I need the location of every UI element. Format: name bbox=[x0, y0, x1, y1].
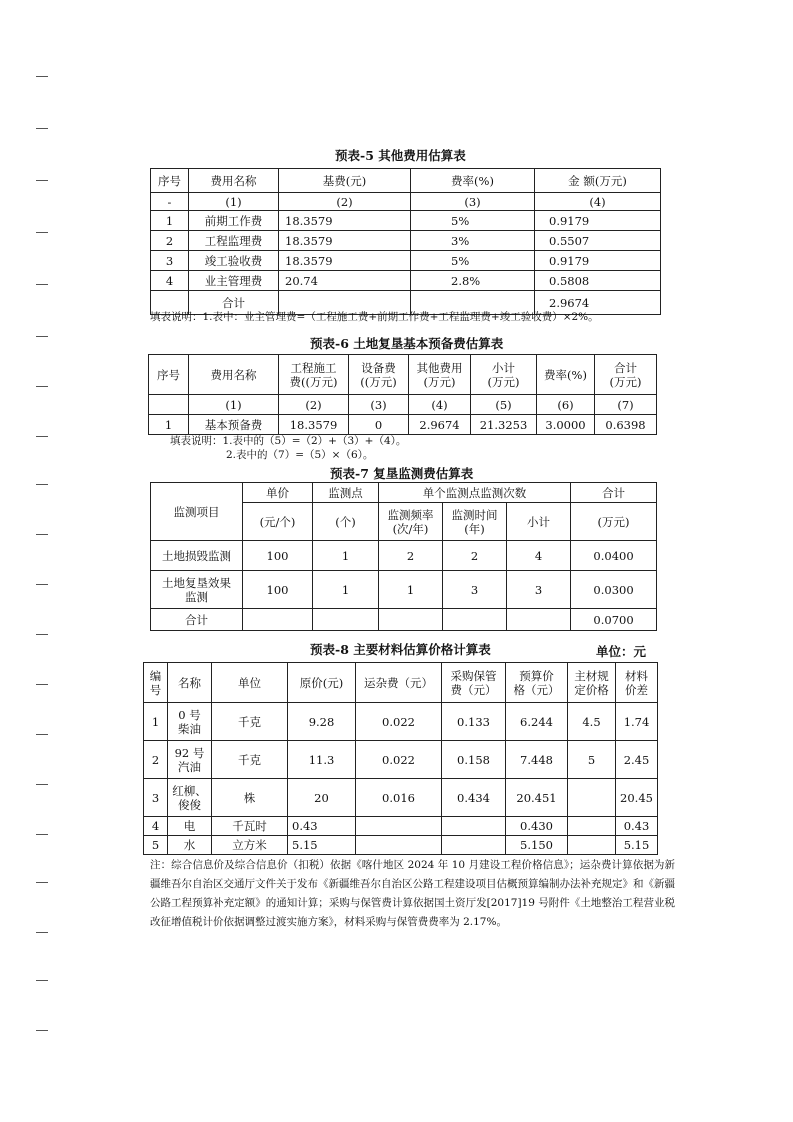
header-cell: 金 额(万元) bbox=[535, 169, 661, 193]
table-cell: 0.6398 bbox=[595, 415, 657, 435]
table-row bbox=[144, 817, 658, 836]
table-cell: 1 bbox=[313, 571, 379, 609]
table-cell: 5% bbox=[411, 251, 535, 271]
table8 bbox=[143, 662, 658, 855]
table-cell: 20 bbox=[288, 779, 356, 817]
table-row bbox=[151, 571, 657, 609]
margin-mark bbox=[36, 684, 48, 685]
table6 bbox=[148, 354, 657, 435]
table-cell bbox=[442, 817, 506, 836]
header-cell: 费用名称 bbox=[189, 355, 279, 395]
table-cell: 5.15 bbox=[616, 836, 658, 855]
header-cell: 单价 bbox=[243, 483, 313, 503]
table-cell bbox=[356, 817, 442, 836]
table-cell: 业主管理费 bbox=[189, 271, 279, 291]
header-cell: 编 号 bbox=[144, 663, 168, 703]
table-cell: 21.3253 bbox=[471, 415, 537, 435]
table-cell bbox=[568, 836, 616, 855]
table-row bbox=[144, 779, 658, 817]
table-cell: 红柳、 俊俊 bbox=[168, 779, 212, 817]
margin-mark bbox=[36, 386, 48, 387]
index-cell: (3) bbox=[349, 395, 409, 415]
table-row bbox=[144, 703, 658, 741]
header-cell: 监测时间 (年) bbox=[443, 503, 507, 541]
table-cell: 水 bbox=[168, 836, 212, 855]
table-cell: 4 bbox=[507, 541, 571, 571]
index-cell: (4) bbox=[409, 395, 471, 415]
table-cell: 千克 bbox=[212, 741, 288, 779]
header-cell: 监测频率 (次/年) bbox=[379, 503, 443, 541]
index-cell: (2) bbox=[279, 395, 349, 415]
table-cell: 2 bbox=[144, 741, 168, 779]
table8-header-row bbox=[144, 663, 658, 703]
table-cell: 92 号 汽油 bbox=[168, 741, 212, 779]
table5-index-row bbox=[151, 193, 661, 211]
table-cell: 4 bbox=[151, 271, 189, 291]
header-cell: 合计 (万元) bbox=[595, 355, 657, 395]
table-cell bbox=[313, 609, 379, 631]
margin-mark bbox=[36, 784, 48, 785]
total-label: 合计 bbox=[189, 291, 279, 315]
index-cell: - bbox=[151, 193, 189, 211]
table-row bbox=[149, 415, 657, 435]
table-cell: 100 bbox=[243, 571, 313, 609]
header-cell: 费率(%) bbox=[411, 169, 535, 193]
header-cell: 小计 (万元) bbox=[471, 355, 537, 395]
margin-mark bbox=[36, 980, 48, 981]
table-cell: 土地复垦效果 监测 bbox=[151, 571, 243, 609]
margin-mark bbox=[36, 484, 48, 485]
table-cell: 100 bbox=[243, 541, 313, 571]
index-cell: (5) bbox=[471, 395, 537, 415]
header-cell: 序号 bbox=[151, 169, 189, 193]
table6-title: 预表-6 土地复垦基本预备费估算表 bbox=[310, 336, 504, 351]
table-cell: 0.0300 bbox=[571, 571, 657, 609]
table-cell bbox=[356, 836, 442, 855]
table-cell: 1 bbox=[149, 415, 189, 435]
table-cell: 2.8% bbox=[411, 271, 535, 291]
table7 bbox=[150, 482, 657, 631]
header-cell: 合计 bbox=[571, 483, 657, 503]
margin-mark bbox=[36, 436, 48, 437]
table-cell: 立方米 bbox=[212, 836, 288, 855]
table6-note-2: 2.表中的（7）=（5）×（6）。 bbox=[226, 449, 374, 461]
table-row bbox=[151, 211, 661, 231]
header-cell: 监测项目 bbox=[151, 483, 243, 541]
index-cell: (4) bbox=[535, 193, 661, 211]
table-cell: 0.158 bbox=[442, 741, 506, 779]
table7-title: 预表-7 复垦监测费估算表 bbox=[330, 466, 474, 481]
header-cell: 原价(元) bbox=[288, 663, 356, 703]
table-cell: 4 bbox=[144, 817, 168, 836]
header-cell: 费率(%) bbox=[537, 355, 595, 395]
index-cell: (3) bbox=[411, 193, 535, 211]
table-cell: 2.9674 bbox=[409, 415, 471, 435]
table-cell: 0.43 bbox=[616, 817, 658, 836]
table-cell: 6.244 bbox=[506, 703, 568, 741]
index-cell: (6) bbox=[537, 395, 595, 415]
table-cell: 0.43 bbox=[288, 817, 356, 836]
table-row bbox=[151, 271, 661, 291]
header-cell: 小计 bbox=[507, 503, 571, 541]
table-cell: 3.0000 bbox=[537, 415, 595, 435]
table-cell: 20.451 bbox=[506, 779, 568, 817]
table6-note-1: 填表说明：1.表中的（5）=（2）+（3）+（4）。 bbox=[170, 435, 407, 447]
margin-mark bbox=[36, 336, 48, 337]
index-cell: (1) bbox=[189, 395, 279, 415]
table-cell bbox=[442, 836, 506, 855]
table-cell: 株 bbox=[212, 779, 288, 817]
table-cell: 5.15 bbox=[288, 836, 356, 855]
table-cell: 5.150 bbox=[506, 836, 568, 855]
table-cell: 2 bbox=[151, 231, 189, 251]
table-cell: 2 bbox=[443, 541, 507, 571]
table-cell: 工程监理费 bbox=[189, 231, 279, 251]
table-cell bbox=[243, 609, 313, 631]
table-row bbox=[151, 251, 661, 271]
margin-mark bbox=[36, 534, 48, 535]
index-cell: (7) bbox=[595, 395, 657, 415]
margin-mark bbox=[36, 180, 48, 181]
margin-mark bbox=[36, 284, 48, 285]
header-cell: 设备费 ((万元) bbox=[349, 355, 409, 395]
header-cell: 名称 bbox=[168, 663, 212, 703]
table-cell: 5 bbox=[144, 836, 168, 855]
margin-mark bbox=[36, 634, 48, 635]
table-cell: 0.5507 bbox=[535, 231, 661, 251]
table-row bbox=[151, 231, 661, 251]
table-cell: 4.5 bbox=[568, 703, 616, 741]
header-cell: 采购保管 费（元） bbox=[442, 663, 506, 703]
table-cell: 1 bbox=[379, 571, 443, 609]
table-cell: 千瓦时 bbox=[212, 817, 288, 836]
table-cell: 20.45 bbox=[616, 779, 658, 817]
table-cell: 0.016 bbox=[356, 779, 442, 817]
table-cell: 0.0400 bbox=[571, 541, 657, 571]
table-cell: 18.3579 bbox=[279, 415, 349, 435]
table5-header-row bbox=[151, 169, 661, 193]
table6-header-row bbox=[149, 355, 657, 395]
table-cell: 0.022 bbox=[356, 703, 442, 741]
total-value: 2.9674 bbox=[535, 291, 661, 315]
table-cell bbox=[379, 609, 443, 631]
table-cell: 5 bbox=[568, 741, 616, 779]
margin-mark bbox=[36, 1030, 48, 1031]
total-label: 合计 bbox=[151, 609, 243, 631]
margin-mark bbox=[36, 584, 48, 585]
table-cell: 5% bbox=[411, 211, 535, 231]
index-cell: (2) bbox=[279, 193, 411, 211]
table-cell: 1.74 bbox=[616, 703, 658, 741]
table6-index-row bbox=[149, 395, 657, 415]
table-cell: 竣工验收费 bbox=[189, 251, 279, 271]
table-cell: 18.3579 bbox=[279, 211, 411, 231]
table-cell: 11.3 bbox=[288, 741, 356, 779]
header-cell: 单个监测点监测次数 bbox=[379, 483, 571, 503]
header-cell: 序号 bbox=[149, 355, 189, 395]
table8-note: 注：综合信息价及综合信息价（扣税）依据《喀什地区 2024 年 10 月建设工程价格信息》；运杂费计算依据为新疆维吾尔自治区交通厅文件关于发布《新疆维吾尔自治区公路工程建设项目估概预算编制办法补充规定》和《新疆公路工程预算补充定额》的通知计算；采购与保管费计算依据国土资厅发[2017]19 号附件《土地整治工程营业税改征增值税计价依据调整过渡实施方案》，材料采购与保管费费率为 2.17%。 bbox=[150, 859, 675, 928]
table-cell: 1 bbox=[144, 703, 168, 741]
table5 bbox=[150, 168, 661, 315]
margin-mark bbox=[36, 932, 48, 933]
table-cell: 18.3579 bbox=[279, 251, 411, 271]
header-cell: 工程施工 费((万元) bbox=[279, 355, 349, 395]
margin-mark bbox=[36, 76, 48, 77]
table-cell: 3 bbox=[443, 571, 507, 609]
table-cell: 0.9179 bbox=[535, 211, 661, 231]
table-cell: 前期工作费 bbox=[189, 211, 279, 231]
table-row bbox=[151, 541, 657, 571]
table-cell: 0.133 bbox=[442, 703, 506, 741]
table-cell: 0.5808 bbox=[535, 271, 661, 291]
header-cell: 费用名称 bbox=[189, 169, 279, 193]
table-cell: 3 bbox=[144, 779, 168, 817]
header-cell: 监测点 bbox=[313, 483, 379, 503]
table-cell: 7.448 bbox=[506, 741, 568, 779]
table-cell: 0.9179 bbox=[535, 251, 661, 271]
margin-mark bbox=[36, 128, 48, 129]
margin-mark bbox=[36, 232, 48, 233]
table-cell bbox=[568, 817, 616, 836]
header-cell: (个) bbox=[313, 503, 379, 541]
table-cell bbox=[443, 609, 507, 631]
table-cell: 1 bbox=[151, 211, 189, 231]
header-cell: (元/个) bbox=[243, 503, 313, 541]
header-cell: 预算价 格（元） bbox=[506, 663, 568, 703]
table5-title: 预表-5 其他费用估算表 bbox=[335, 148, 466, 163]
header-cell: (万元) bbox=[571, 503, 657, 541]
table-cell: 0 号 柴油 bbox=[168, 703, 212, 741]
table-cell: 1 bbox=[313, 541, 379, 571]
margin-mark bbox=[36, 834, 48, 835]
header-cell: 运杂费（元） bbox=[356, 663, 442, 703]
table-cell: 0 bbox=[349, 415, 409, 435]
table-cell: 0.430 bbox=[506, 817, 568, 836]
table7-header-row bbox=[151, 483, 657, 503]
table-cell: 0.434 bbox=[442, 779, 506, 817]
table-cell: 0.022 bbox=[356, 741, 442, 779]
table-row bbox=[144, 741, 658, 779]
margin-mark bbox=[36, 882, 48, 883]
table8-unit: 单位：元 bbox=[596, 644, 647, 659]
index-cell: (1) bbox=[189, 193, 279, 211]
table-cell: 9.28 bbox=[288, 703, 356, 741]
table-cell: 2.45 bbox=[616, 741, 658, 779]
table-cell: 基本预备费 bbox=[189, 415, 279, 435]
header-cell: 其他费用 (万元) bbox=[409, 355, 471, 395]
total-value: 0.0700 bbox=[571, 609, 657, 631]
table-cell: 3 bbox=[151, 251, 189, 271]
margin-mark bbox=[36, 734, 48, 735]
table-cell bbox=[507, 609, 571, 631]
header-cell: 单位 bbox=[212, 663, 288, 703]
header-cell: 材料 价差 bbox=[616, 663, 658, 703]
table-row bbox=[144, 836, 658, 855]
table-cell: 土地损毁监测 bbox=[151, 541, 243, 571]
index-cell bbox=[149, 395, 189, 415]
table5-note: 填表说明：1.表中：业主管理费=（工程施工费+前期工作费+工程监理费+竣工验收费）×2%。 bbox=[150, 311, 599, 323]
header-cell: 主材规 定价格 bbox=[568, 663, 616, 703]
table-cell: 2 bbox=[379, 541, 443, 571]
table-cell: 千克 bbox=[212, 703, 288, 741]
table-cell bbox=[568, 779, 616, 817]
table-cell: 电 bbox=[168, 817, 212, 836]
table-cell: 18.3579 bbox=[279, 231, 411, 251]
table-cell: 3 bbox=[507, 571, 571, 609]
table-cell: 20.74 bbox=[279, 271, 411, 291]
table-cell: 3% bbox=[411, 231, 535, 251]
table7-total-row bbox=[151, 609, 657, 631]
table8-title: 预表-8 主要材料估算价格计算表 bbox=[310, 642, 491, 657]
header-cell: 基费(元) bbox=[279, 169, 411, 193]
